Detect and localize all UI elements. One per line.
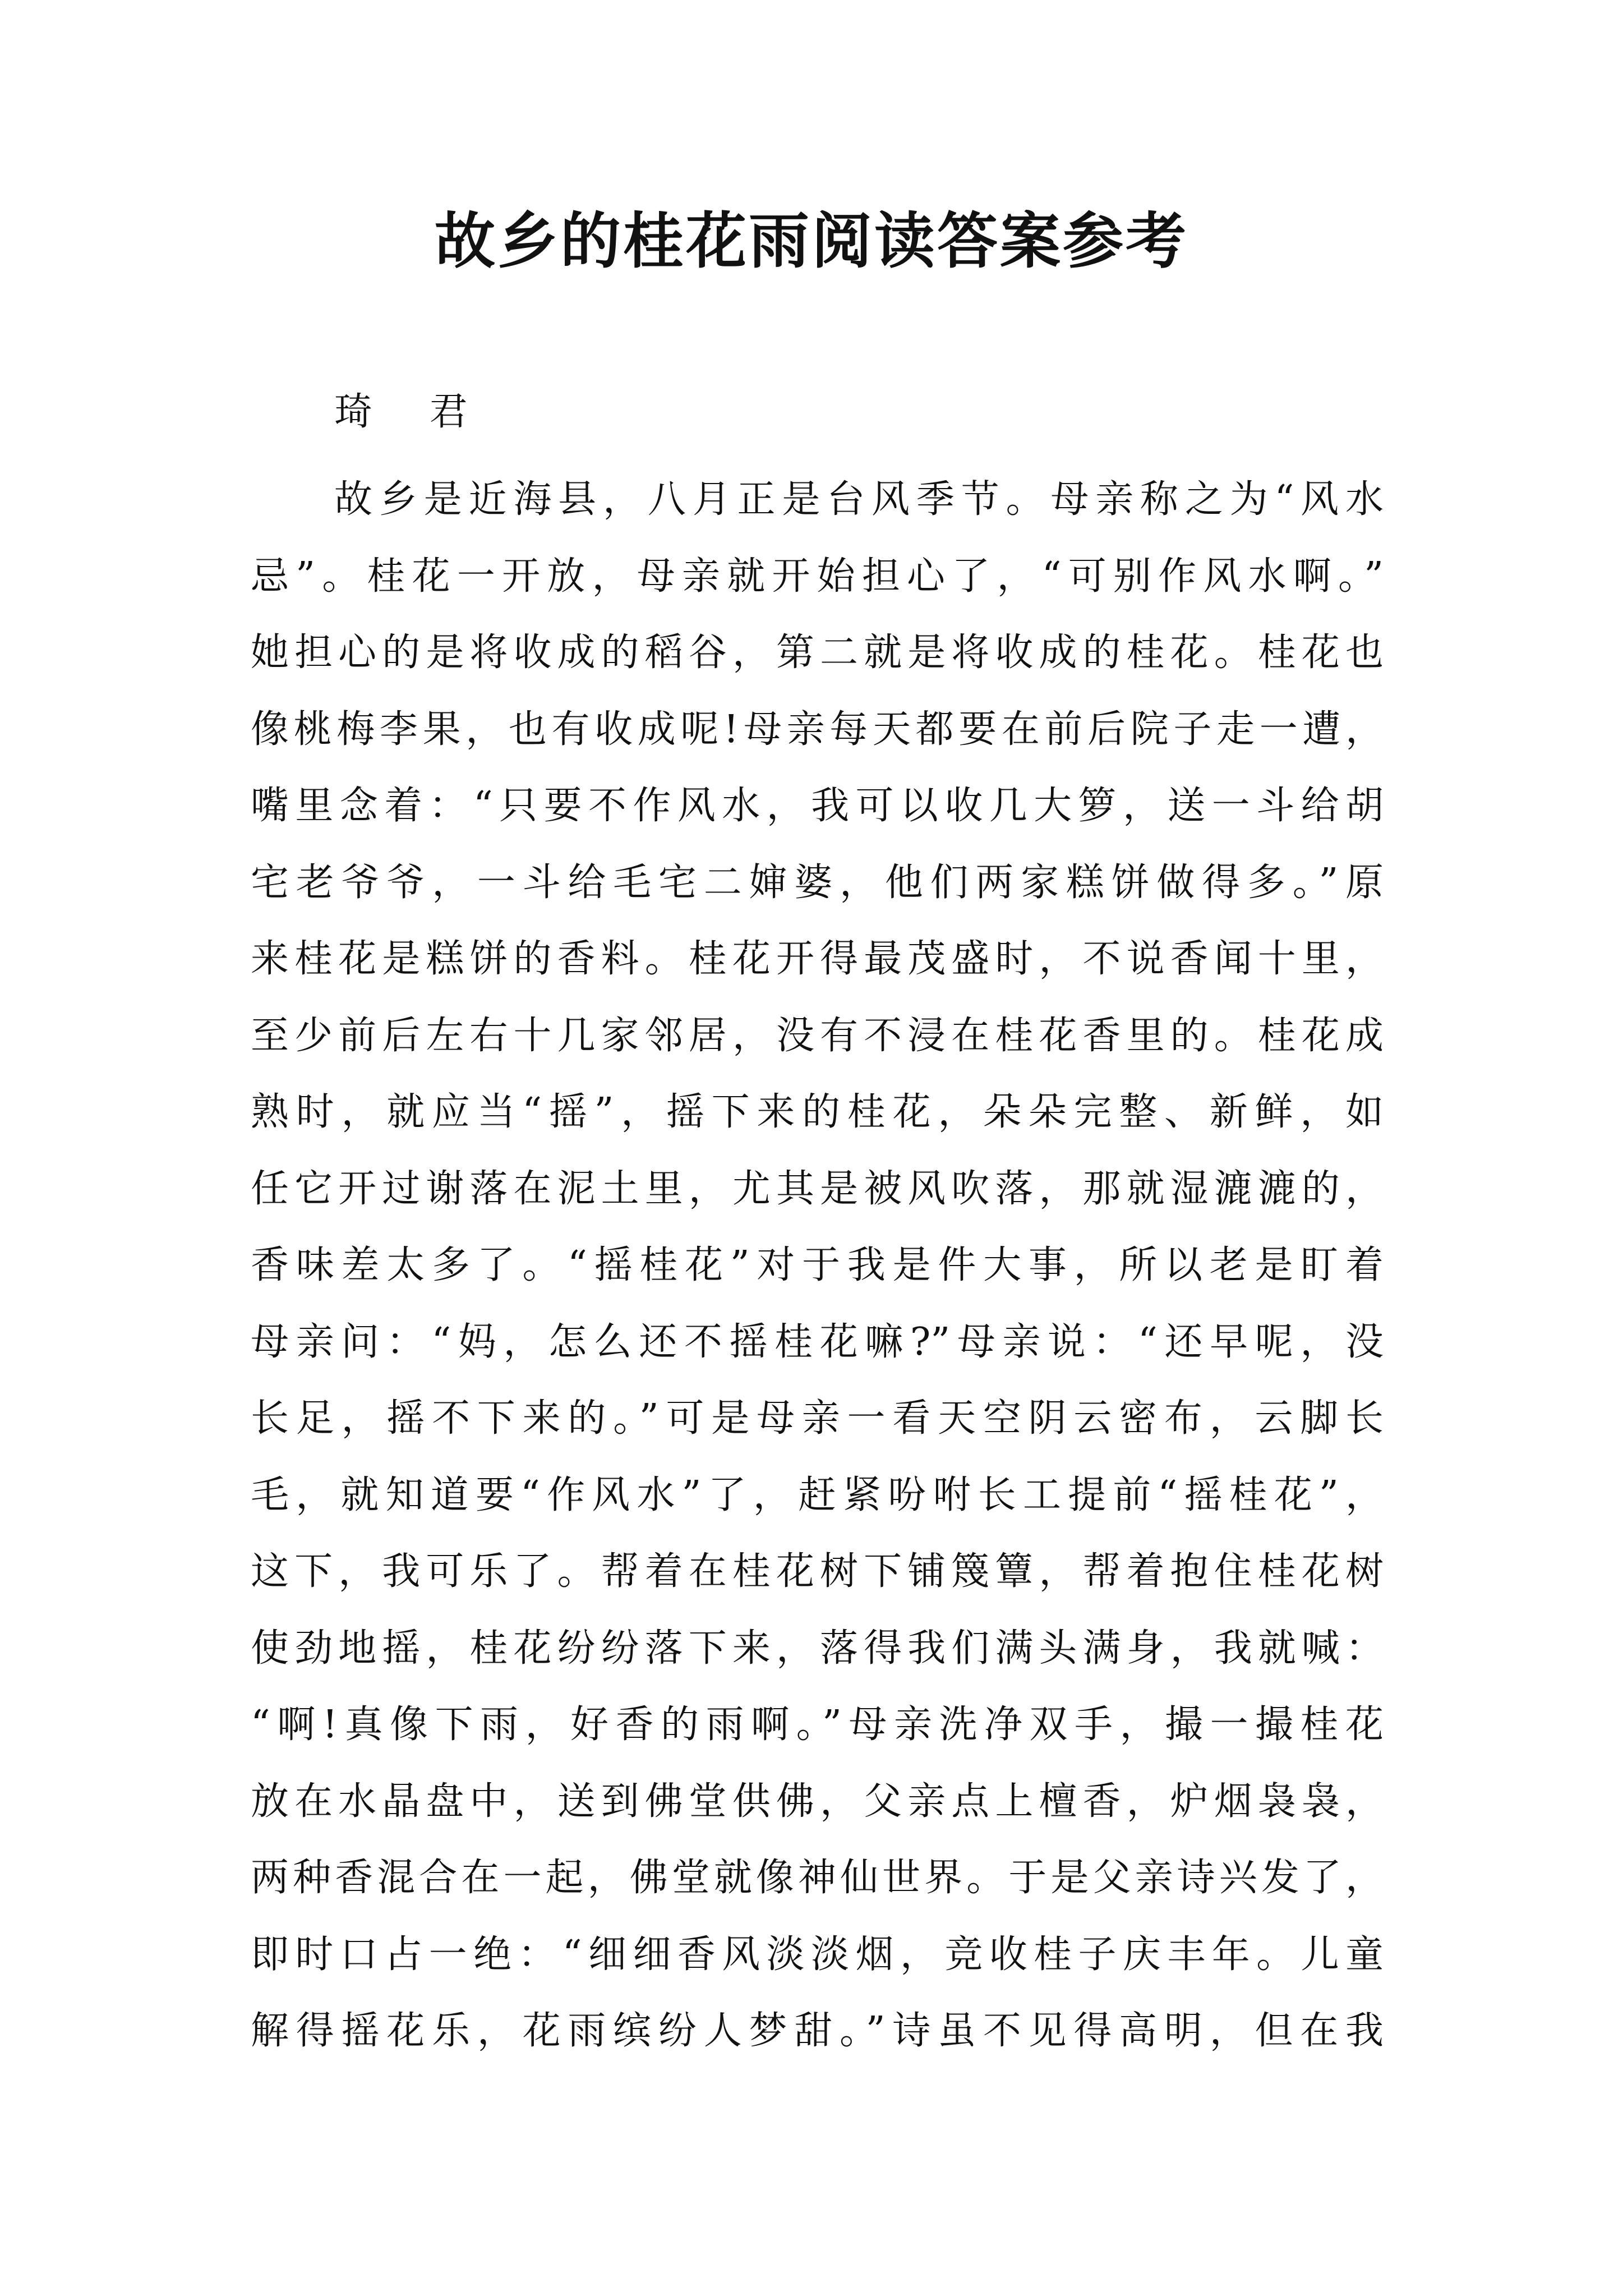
text-line: 忌”。桂花一开放，母亲就开始担心了，“可别作风水啊。” <box>251 554 1384 599</box>
text-line: 像桃梅李果，也有收成呢!母亲每天都要在前后院子走一遭， <box>251 707 1384 752</box>
text-line: 熟时，就应当“摇”，摇下来的桂花，朵朵完整、新鲜，如 <box>251 1090 1384 1134</box>
text-line: 毛，就知道要“作风水”了，赶紧吩咐长工提前“摇桂花”， <box>251 1473 1384 1517</box>
text-line: 来桂花是糕饼的香料。桂花开得最茂盛时，不说香闻十里， <box>251 937 1384 981</box>
body-text <box>251 462 1384 2070</box>
text-line: 两种香混合在一起，佛堂就像神仙世界。于是父亲诗兴发了， <box>251 1856 1384 1900</box>
text-line: 长足，摇不下来的。”可是母亲一看天空阴云密布，云脚长 <box>251 1396 1384 1441</box>
author-name: 琦 君 <box>334 390 490 434</box>
text-line: 香味差太多了。“摇桂花”对于我是件大事，所以老是盯着 <box>251 1243 1384 1287</box>
text-line: 任它开过谢落在泥土里，尤其是被风吹落，那就湿漉漉的， <box>251 1166 1384 1211</box>
text-line: 宅老爷爷，一斗给毛宅二婶婆，他们两家糕饼做得多。”原 <box>251 860 1384 905</box>
text-line: 解得摇花乐，花雨缤纷人梦甜。”诗虽不见得高明，但在我 <box>251 2009 1384 2053</box>
text-line: 放在水晶盘中，送到佛堂供佛，父亲点上檀香，炉烟袅袅， <box>251 1779 1384 1824</box>
text-line: 即时口占一绝：“细细香风淡淡烟，竞收桂子庆丰年。儿童 <box>251 1932 1384 1977</box>
document-title: 故乡的桂花雨阅读答案参考 <box>434 206 1188 277</box>
text-line: 故乡是近海县，八月正是台风季节。母亲称之为“风水 <box>334 477 1384 522</box>
text-line: 使劲地摇，桂花纷纷落下来，落得我们满头满身，我就喊： <box>251 1626 1384 1671</box>
text-line: “啊!真像下雨，好香的雨啊。”母亲洗净双手，撮一撮桂花 <box>251 1703 1384 1747</box>
text-line: 至少前后左右十几家邻居，没有不浸在桂花香里的。桂花成 <box>251 1013 1384 1058</box>
text-line: 她担心的是将收成的稻谷，第二就是将收成的桂花。桂花也 <box>251 631 1384 675</box>
text-line: 母亲问：“妈，怎么还不摇桂花嘛?”母亲说：“还早呢，没 <box>251 1319 1384 1364</box>
text-line: 嘴里念着：“只要不作风水，我可以收几大箩，送一斗给胡 <box>251 784 1384 828</box>
text-line: 这下，我可乐了。帮着在桂花树下铺篾簟，帮着抱住桂花树 <box>251 1549 1384 1594</box>
